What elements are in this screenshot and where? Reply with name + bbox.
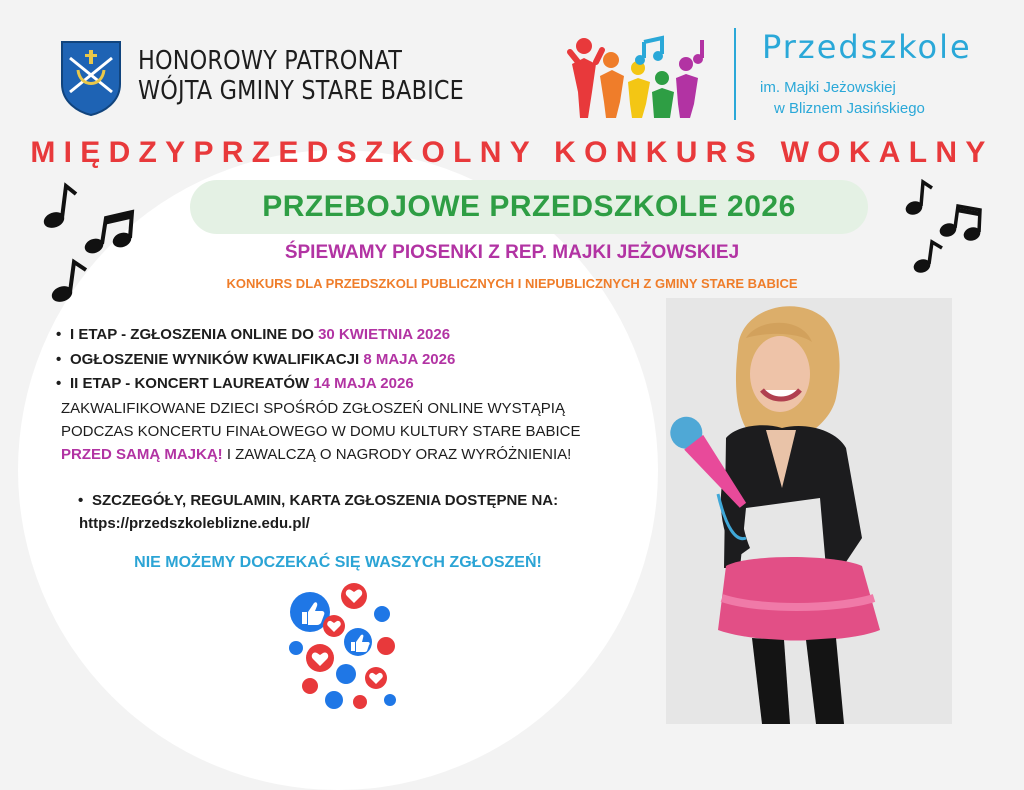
schedule-item-date: 8 MAJA 2026: [363, 351, 456, 368]
singer-photo: [666, 298, 952, 724]
schedule-item-label: OGŁOSZENIE WYNIKÓW KWALIFIKACJI: [70, 351, 364, 368]
description-line-1: ZAKWALIFIKOWANE DZIECI SPOŚRÓD ZGŁOSZEŃ ONLINE WYSTĄPIĄ: [61, 400, 565, 417]
schedule-item-stage-1: [70, 326, 450, 343]
description-line-3: [61, 446, 571, 463]
preschool-patron-name: im. Majki Jeżowskiej: [760, 79, 896, 96]
coat-of-arms-icon: [60, 40, 122, 116]
call-to-action: NIE MOŻEMY DOCZEKAĆ SIĘ WASZYCH ZGŁOSZEŃ!: [134, 554, 542, 571]
schedule-item-date: 14 MAJA 2026: [313, 375, 414, 392]
like-heart-reactions-icon: [286, 582, 398, 712]
schedule-item-date: 30 KWIETNIA 2026: [318, 326, 451, 343]
singer-figure: [666, 298, 952, 724]
details-label: SZCZEGÓŁY, REGULAMIN, KARTA ZGŁOSZENIA DOSTĘPNE NA:: [92, 492, 559, 509]
description-line-2: PODCZAS KONCERTU FINAŁOWEGO W DOMU KULTURY STARE BABICE: [61, 423, 581, 440]
schedule-item-label: II ETAP - KONCERT LAUREATÓW: [70, 375, 314, 392]
details-item: [92, 492, 558, 509]
description-highlight: PRZED SAMĄ MAJKĄ!: [61, 446, 223, 463]
subtitle: ŚPIEWAMY PIOSENKI Z REP. MAJKI JEŻOWSKIEJ: [284, 242, 740, 263]
patron-line-2: WÓJTA GMINY STARE BABICE: [138, 76, 464, 106]
music-notes-icon: [900, 178, 990, 278]
schedule-item-results: [70, 351, 455, 368]
schedule-item-stage-2: [70, 375, 414, 392]
schedule-item-label: I ETAP - ZGŁOSZENIA ONLINE DO: [70, 326, 319, 343]
preschool-location: w Bliznem Jasińskiego: [774, 100, 925, 117]
website-link[interactable]: https://przedszkoleblizne.edu.pl/: [79, 515, 310, 532]
dancing-kids-logo-icon: [566, 34, 716, 120]
contest-title: MIĘDZYPRZEDSZKOLNY KONKURS WOKALNY: [30, 136, 994, 169]
description-rest: I ZAWALCZĄ O NAGRODY ORAZ WYRÓŻNIENIA!: [222, 446, 572, 463]
patron-line-1: HONOROWY PATRONAT: [138, 46, 403, 76]
preschool-name: Przedszkole: [762, 28, 972, 66]
audience-line: KONKURS DLA PRZEDSZKOLI PUBLICZNYCH I NIEPUBLICZNYCH Z GMINY STARE BABICE: [226, 276, 798, 291]
music-notes-icon: [40, 182, 150, 312]
honorary-patronage: [138, 46, 517, 106]
logo-divider: [734, 28, 736, 120]
event-name: PRZEBOJOWE PRZEDSZKOLE 2026: [262, 190, 796, 223]
